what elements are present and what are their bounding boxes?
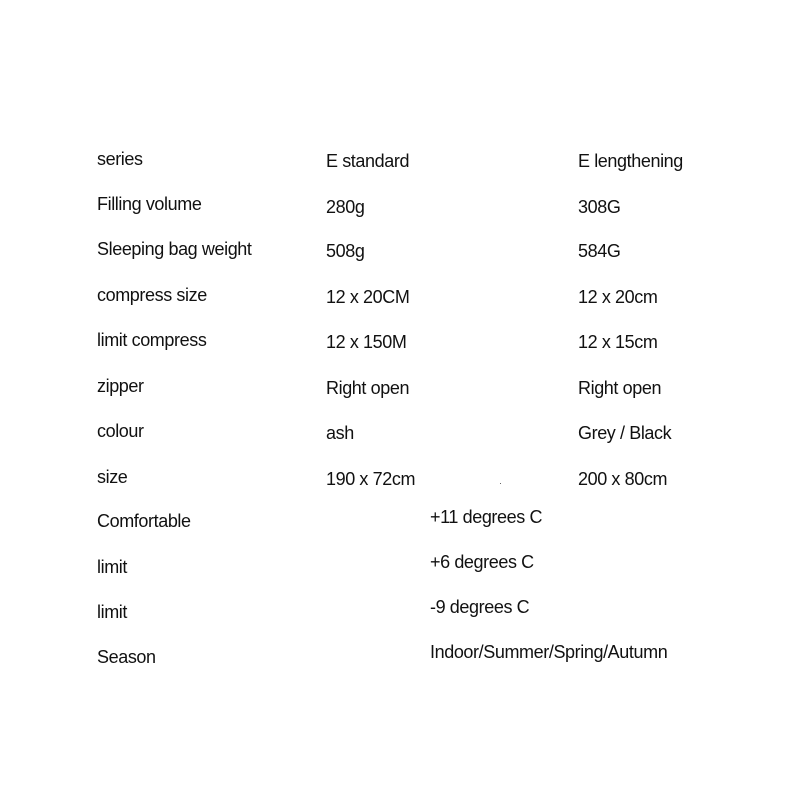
spec-value-lengthening: Right open [578,378,662,398]
spec-value-standard: 12 x 20CM [326,287,410,307]
spec-label: colour [97,421,144,441]
spec-value-standard: E standard [326,151,410,171]
spec-value-standard: Right open [326,378,410,398]
spec-row-size [0,466,800,496]
spec-label: limit [97,602,127,622]
spec-row-season [0,642,800,676]
spec-row-extreme-limit [0,597,800,631]
spec-value-lengthening: 584G [578,241,621,261]
spec-label: Comfortable [97,511,191,531]
spec-row-weight [0,238,800,268]
spec-value-shared: -9 degrees C [430,597,530,617]
spec-value-shared: +6 degrees C [430,552,534,572]
spec-value-shared: +11 degrees C [430,507,543,527]
spec-label: Sleeping bag weight [97,239,252,259]
spec-label: limit compress [97,330,207,350]
spec-row-compress-size [0,284,800,314]
stray-dot [500,483,501,484]
spec-row-comfortable [0,507,800,540]
spec-label: Season [97,647,156,667]
spec-row-limit [0,552,800,586]
spec-label: compress size [97,285,207,305]
spec-label: series [97,149,143,169]
spec-value-standard: 508g [326,241,365,261]
spec-value-lengthening: 200 x 80cm [578,469,668,489]
spec-label: Filling volume [97,194,202,214]
spec-row-zipper [0,375,800,405]
spec-value-shared: Indoor/Summer/Spring/Autumn [430,642,668,662]
spec-value-lengthening: 308G [578,197,621,217]
spec-label: size [97,467,128,487]
spec-value-standard: ash [326,423,354,443]
spec-value-standard: 280g [326,197,365,217]
spec-value-lengthening: Grey / Black [578,423,672,443]
spec-value-lengthening: 12 x 20cm [578,287,658,307]
spec-row-colour [0,420,800,450]
spec-value-standard: 190 x 72cm [326,469,416,489]
spec-value-lengthening: E lengthening [578,151,683,171]
spec-row-limit-compress [0,329,800,359]
spec-value-lengthening: 12 x 15cm [578,332,658,352]
spec-value-standard: 12 x 150M [326,332,407,352]
spec-label: zipper [97,376,144,396]
spec-row-filling-volume [0,193,800,223]
spec-label: limit [97,557,127,577]
spec-row-series [0,148,800,178]
